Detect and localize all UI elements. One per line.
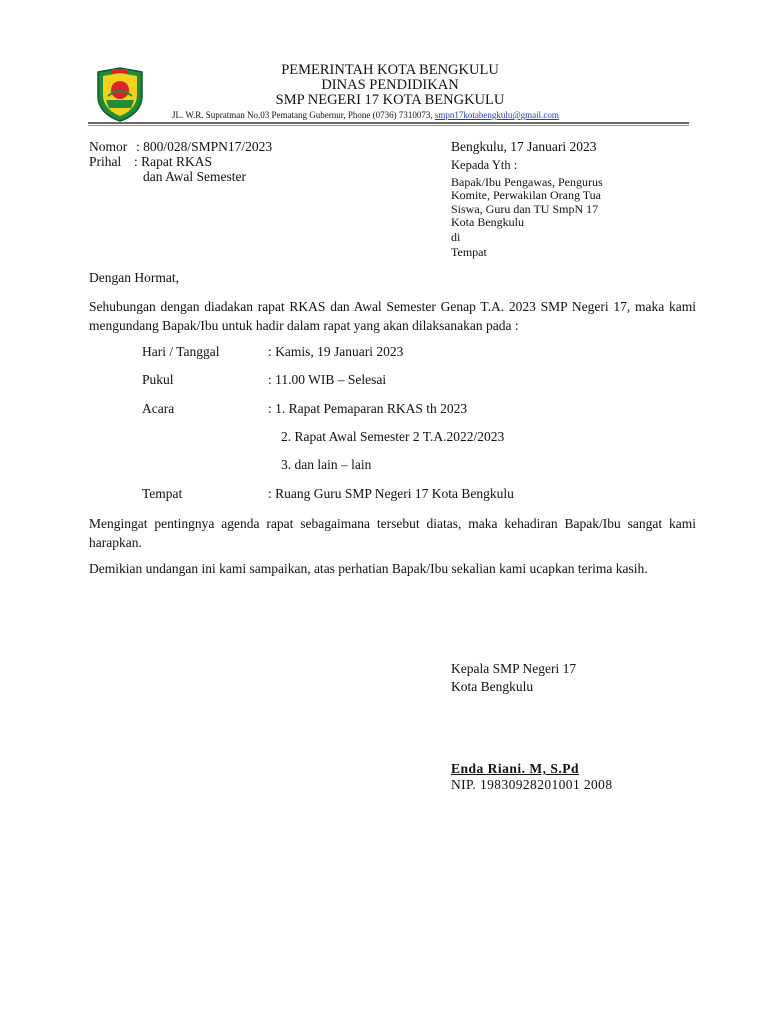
tempat-value: : Ruang Guru SMP Negeri 17 Kota Bengkulu — [268, 486, 514, 501]
closing-paragraph-2: Demikian undangan ini kami sampaikan, atas perhatian Bapak/Ibu sekalian kami ucapkan terima kasih. — [89, 561, 648, 576]
nomor-label: Nomor — [89, 139, 128, 154]
prihal-label: Prihal — [89, 154, 122, 169]
recipient-line: di — [451, 230, 461, 244]
letterhead-address-line — [172, 110, 559, 120]
letterhead-email-link[interactable]: smpn17kotabengkulu@gmail.com — [434, 110, 559, 120]
prihal-value-line2: dan Awal Semester — [143, 169, 246, 184]
acara-item: 3. dan lain – lain — [281, 457, 372, 472]
letterhead-divider-thin — [88, 125, 689, 126]
greeting: Dengan Hormat, — [89, 270, 179, 285]
kota-bengkulu-emblem-icon — [94, 66, 146, 122]
letterhead-divider — [88, 122, 689, 124]
nomor-value: : 800/028/SMPN17/2023 — [136, 139, 273, 154]
prihal-value: : Rapat RKAS — [134, 154, 213, 169]
signature-nip: NIP. 19830928201001 2008 — [451, 777, 613, 792]
hari-tanggal-label: Hari / Tanggal — [142, 344, 220, 359]
tempat-label: Tempat — [142, 486, 183, 501]
letterhead-line-2: DINAS PENDIDIKAN — [321, 77, 459, 93]
signature-title-1: Kepala SMP Negeri 17 — [451, 661, 577, 676]
letterhead-address: JL. W.R. Supratman No.03 Pematang Gubernur, Phone (0736) 7310073, — [172, 110, 433, 120]
recipient-kepada: Kepada Yth : — [451, 158, 518, 172]
intro-paragraph: Sehubungan dengan diadakan rapat RKAS dan Awal Semester Genap T.A. 2023 SMP Negeri 17, maka kami mengundang Bapak/Ibu untuk hadir dalam rapat yang akan dilaksanakan pada : — [89, 299, 696, 333]
pukul-label: Pukul — [142, 372, 174, 387]
recipient-line: Kota Bengkulu — [451, 215, 524, 229]
hari-tanggal-value: : Kamis, 19 Januari 2023 — [268, 344, 404, 359]
acara-label: Acara — [142, 401, 175, 416]
letterhead-line-1: PEMERINTAH KOTA BENGKULU — [281, 62, 499, 78]
acara-item: 2. Rapat Awal Semester 2 T.A.2022/2023 — [281, 429, 505, 444]
recipient-line: Komite, Perwakilan Orang Tua — [451, 188, 601, 202]
place-date: Bengkulu, 17 Januari 2023 — [451, 139, 597, 154]
acara-item: : 1. Rapat Pemaparan RKAS th 2023 — [268, 401, 468, 416]
letterhead-line-3: SMP NEGERI 17 KOTA BENGKULU — [275, 92, 505, 108]
recipient-line: Tempat — [451, 245, 487, 259]
signature-title-2: Kota Bengkulu — [451, 679, 534, 694]
pukul-value: : 11.00 WIB – Selesai — [268, 372, 387, 387]
recipient-line: Bapak/Ibu Pengawas, Pengurus — [451, 175, 603, 189]
recipient-line: Siswa, Guru dan TU SmpN 17 — [451, 202, 599, 216]
closing-paragraph-1: Mengingat pentingnya agenda rapat sebagaimana tersebut diatas, maka kehadiran Bapak/Ibu sangat kami harapkan. — [89, 516, 696, 550]
signature-name: Enda Riani. M, S.Pd — [451, 761, 580, 776]
